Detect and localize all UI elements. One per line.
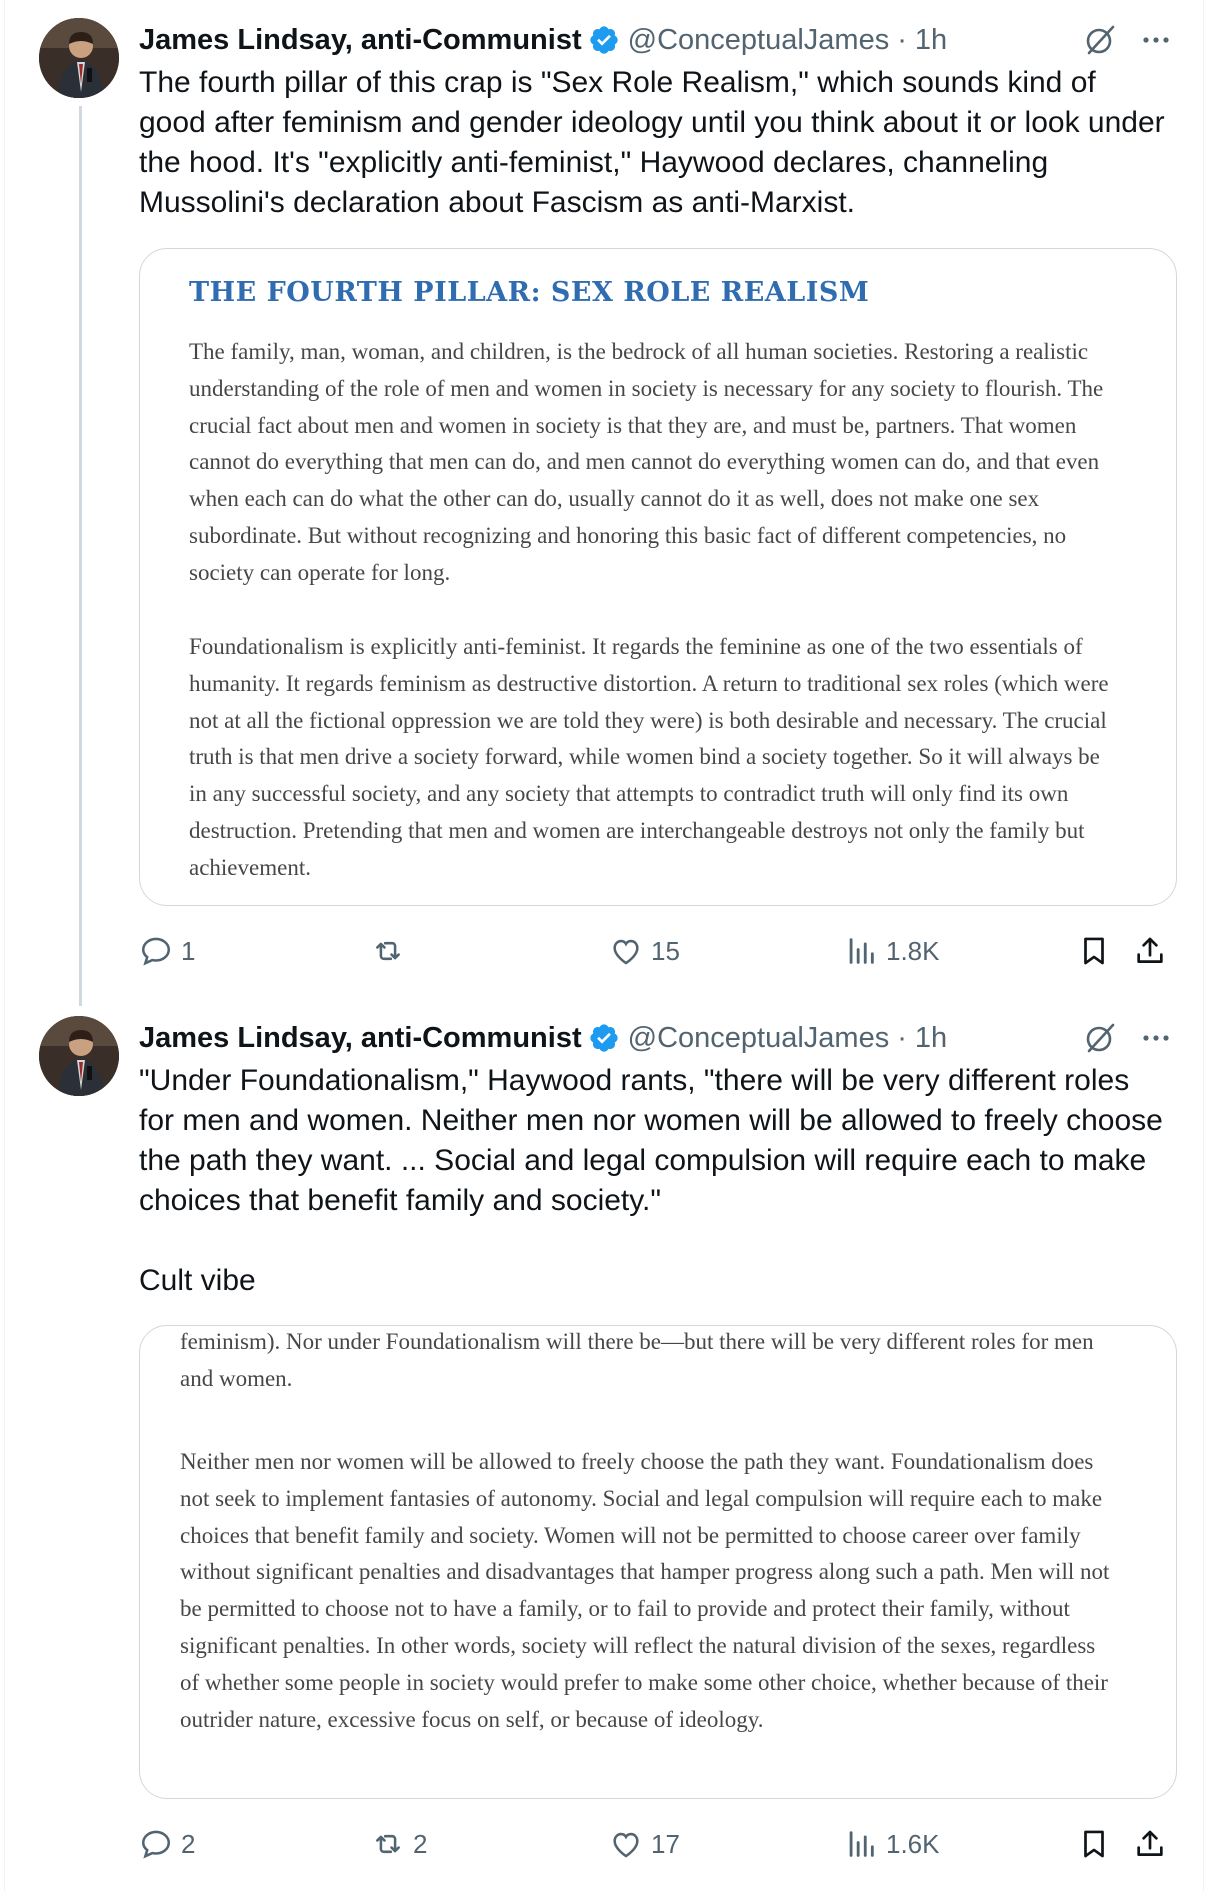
header-actions [1083,20,1173,60]
views-button[interactable] [844,929,940,973]
author-handle[interactable]: @ConceptualJames [627,1021,890,1054]
like-button[interactable] [609,1822,680,1866]
views-count: 1.6K [886,1828,940,1859]
more-icon[interactable] [1139,23,1173,57]
image-title: THE FOURTH PILLAR: SEX ROLE REALISM [189,277,870,308]
repost-button[interactable] [371,929,413,973]
thread-connector [79,106,82,1006]
grok-icon[interactable] [1083,23,1117,57]
tweet-header [139,20,1183,60]
tweet[interactable] [5,998,1203,1891]
header-actions [1083,1018,1173,1058]
share-button[interactable] [1133,1822,1167,1866]
action-bar [139,1822,1183,1866]
image-paragraph: Foundationalism is explicitly anti-feminist. It regards the feminine as one of the two essentials of humanity. It regards feminism as destructive distortion. A return to traditional sex roles (which were not at all the fictional oppression we are told they were) is both desirable and necessary. The crucial truth is that men drive a society forward, while women bind a society together. So it will always be in any successful society, and any society that attempts to contradict truth will only find its own destruction. Pretending that men and women are interchangeable destroys not only the family but achievement. [189,634,1109,880]
reply-icon [139,1827,173,1861]
separator: · [897,1021,907,1054]
share-icon [1133,1827,1167,1861]
reply-count: 1 [181,935,196,966]
repost-count: 2 [413,1828,428,1859]
verified-badge-icon[interactable] [588,24,620,56]
grok-icon[interactable] [1083,1021,1117,1055]
author-handle[interactable]: @ConceptualJames [627,23,890,56]
avatar[interactable] [39,1016,119,1096]
like-count: 17 [651,1828,680,1859]
author-name[interactable]: James Lindsay, anti-Communist [139,1021,582,1054]
like-button[interactable] [609,929,680,973]
reply-button[interactable] [139,929,195,973]
bookmark-icon [1077,1827,1111,1861]
action-bar [139,929,1183,973]
tweet[interactable] [5,0,1203,990]
repost-icon [371,934,405,968]
tweet-paragraph: The fourth pillar of this crap is "Sex Role Realism," which sounds kind of good after feminism and gender ideology until you think about it or look under the hood. It's "explicitly anti-feminist," Haywood declares, channeling Mussolini's declaration about Fascism as anti-Marxist. [139,66,1165,219]
repost-icon [371,1827,405,1861]
like-icon [609,1827,643,1861]
tweet-image[interactable] [139,1325,1177,1799]
bookmark-button[interactable] [1077,929,1111,973]
reply-count: 2 [181,1828,196,1859]
tweet-text [139,1061,1169,1301]
bookmark-icon [1077,934,1111,968]
views-icon [844,1827,878,1861]
views-icon [844,934,878,968]
image-paragraph: feminism). Nor under Foundationalism will there be—but there will be very different roles for men and women. [180,1329,1094,1391]
tweet-paragraph: Cult vibe [139,1264,256,1297]
repost-button[interactable] [371,1822,427,1866]
image-paragraph: The family, man, woman, and children, is the bedrock of all human societies. Restoring a realistic understanding of the role of men and women in society is necessary for any society to flourish. The crucial fact about men and women in society is that they are, and must be, partners. That women cannot do everything that men can do, and men cannot do everything women can do, and that even when each can do what the other can do, usually cannot do it as well, does not make one sex subordinate. But without recognizing and honoring this basic fact of different competencies, no society can operate for long. [189,339,1104,585]
like-icon [609,934,643,968]
avatar[interactable] [39,18,119,98]
separator: · [897,23,907,56]
reply-button[interactable] [139,1822,195,1866]
tweet-image[interactable] [139,248,1177,906]
image-paragraph: Neither men nor women will be allowed to freely choose the path they want. Foundationalism does not seek to implement fantasies of autonomy. Social and legal compulsion will require each to make choices that benefit family and society. Women will not be permitted to choose career over family without significant penalties and disadvantages that hamper progress along such a path. Men will not be permitted to choose not to have a family, or to fail to provide and protect their family, without significant penalties. In other words, society will reflect the natural division of the sexes, regardless of whether some people in society would prefer to make some other choice, whether because of their outrider nature, excessive focus on self, or because of ideology. [180,1449,1110,1732]
views-count: 1.8K [886,935,940,966]
like-count: 15 [651,935,680,966]
timestamp[interactable]: 1h [914,23,948,56]
more-icon[interactable] [1139,1021,1173,1055]
tweet-header [139,1018,1183,1058]
author-name[interactable]: James Lindsay, anti-Communist [139,23,582,56]
timestamp[interactable]: 1h [914,1021,948,1054]
verified-badge-icon[interactable] [588,1022,620,1054]
reply-icon [139,934,173,968]
tweet-text [139,63,1169,223]
views-button[interactable] [844,1822,940,1866]
timeline [4,0,1204,1891]
tweet-paragraph: "Under Foundationalism," Haywood rants, "there will be very different roles for men and women. Neither men nor women will be allowed to freely choose the path they want. ... Social and legal compulsion will require each to make choices that benefit family and society." [139,1064,1163,1217]
share-icon [1133,934,1167,968]
share-button[interactable] [1133,929,1167,973]
bookmark-button[interactable] [1077,1822,1111,1866]
